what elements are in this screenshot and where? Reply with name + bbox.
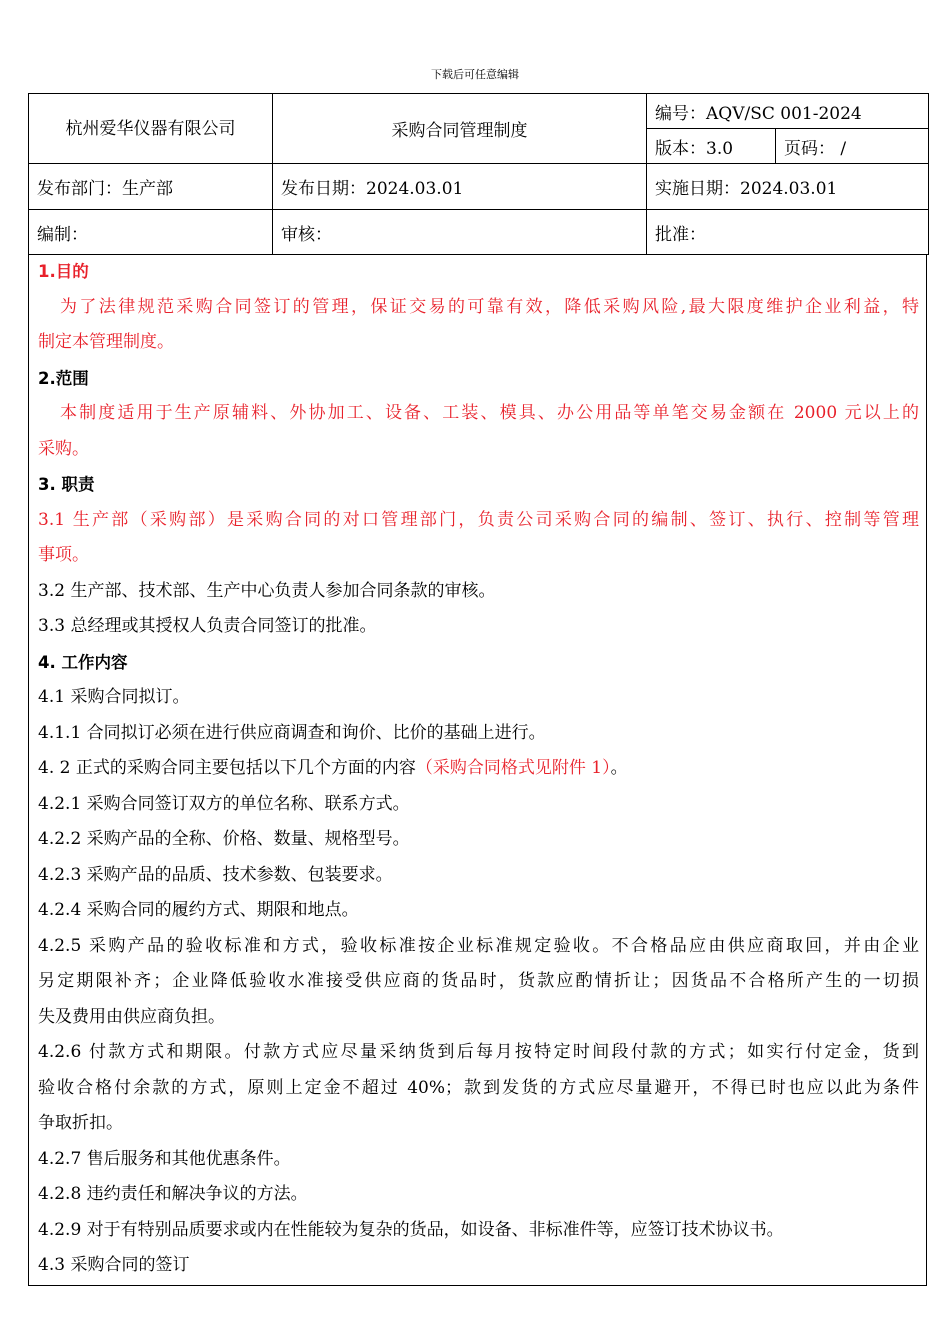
publish-date: 发布日期：2024.03.01: [273, 164, 647, 210]
paragraph-line: 失及费用由供应商负担。: [38, 1006, 225, 1027]
paragraph-line: 为了法律规范采购合同签订的管理，保证交易的可靠有效，降低采购风险,最大限度维护企业利益，特: [60, 296, 919, 317]
paragraph-line: 采购。: [38, 438, 89, 459]
list-item: 4.1.1 合同拟订必须在进行供应商调查和询价、比价的基础上进行。: [38, 722, 546, 743]
list-item: 4.2.4 采购合同的履约方式、期限和地点。: [38, 900, 359, 920]
list-item: 4.2.2 采购产品的全称、价格、数量、规格型号。: [38, 829, 410, 849]
list-item: 4.2.9 对于有特别品质要求或内在性能较为复杂的货品，如设备、非标准件等，应签订技术协议书。: [38, 1219, 784, 1240]
paragraph-line: 4.2.6 付款方式和期限。付款方式应尽量采纳货到后每月按特定时间段付款的方式；如实行付定金，货到: [38, 1042, 919, 1062]
section-heading-purpose: 1.目的: [38, 262, 89, 281]
paragraph-line: 验收合格付余款的方式，原则上定金不超过 40%；款到发货的方式应尽量避开，不得已时也应以此为条件: [38, 1077, 919, 1098]
attachment-reference: （采购合同格式见附件 1）: [415, 758, 611, 778]
list-item: 4.2.8 违约责任和解决争议的方法。: [38, 1184, 308, 1204]
download-note: 下载后可任意编辑: [431, 68, 519, 81]
effective-date: 实施日期：2024.03.01: [647, 164, 929, 210]
document-body: [28, 254, 927, 1286]
document-header-table: [28, 93, 929, 255]
section-heading-scope: 2.范围: [38, 368, 89, 388]
paragraph-line: 3.1 生产部（采购部）是采购合同的对口管理部门，负责公司采购合同的编制、签订、执行、控制等管理: [38, 509, 919, 530]
page-number: 页码： /: [776, 129, 929, 164]
paragraph-line: 制定本管理制度。: [38, 332, 174, 352]
list-item: 4.1 采购合同拟订。: [38, 687, 190, 707]
paragraph-line: 事项。: [38, 545, 89, 565]
reviewed-by: 审核：: [273, 210, 647, 255]
document-title: 采购合同管理制度: [273, 94, 647, 164]
list-item: 3.2 生产部、技术部、生产中心负责人参加合同条款的审核。: [38, 580, 496, 601]
list-item-text: 4. 2 正式的采购合同主要包括以下几个方面的内容: [38, 758, 416, 778]
list-item: 4.2.1 采购合同签订双方的单位名称、联系方式。: [38, 793, 410, 814]
approved-by: 批准：: [647, 210, 929, 255]
document-number: 编号：AQV/SC 001-2024: [647, 94, 929, 129]
section-heading-responsibilities: 3. 职责: [38, 475, 95, 494]
list-item: 3.3 总经理或其授权人负责合同签订的批准。: [38, 616, 377, 636]
paragraph-line: 争取折扣。: [38, 1113, 123, 1133]
list-item: [38, 751, 919, 787]
paragraph-line: 另定期限补齐；企业降低验收水准接受供应商的货品时，货款应酌情折让；因货品不合格所产生的一切损: [38, 971, 919, 991]
paragraph-line: 本制度适用于生产原辅料、外协加工、设备、工装、模具、办公用品等单笔交易金额在 2000 元以上的: [60, 403, 919, 423]
paragraph-line: 4.2.5 采购产品的验收标准和方式，验收标准按企业标准规定验收。不合格品应由供应商取回，并由企业: [38, 935, 919, 956]
list-item: 4.2.7 售后服务和其他优惠条件。: [38, 1148, 291, 1169]
document-version: 版本：3.0: [647, 129, 776, 164]
section-heading-work-content: 4. 工作内容: [38, 652, 128, 672]
list-item: 4.3 采购合同的签订: [38, 1255, 190, 1275]
publishing-department: 发布部门：生产部: [29, 164, 273, 210]
document-content: [38, 254, 919, 1284]
list-item-end: 。: [610, 758, 628, 778]
list-item: 4.2.3 采购产品的品质、技术参数、包装要求。: [38, 864, 393, 885]
prepared-by: 编制：: [29, 210, 273, 255]
company-name: 杭州爱华仪器有限公司: [29, 94, 273, 164]
